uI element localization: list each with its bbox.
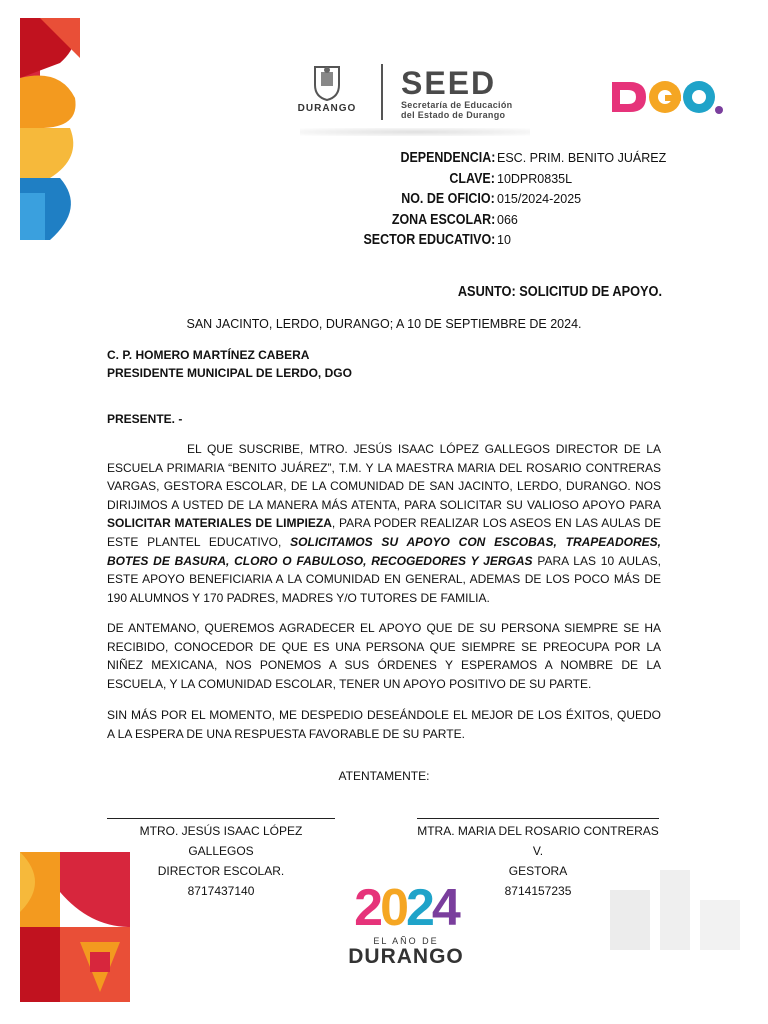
zona-value: 066 — [497, 212, 518, 227]
p1-bold-request: SOLICITAR MATERIALES DE LIMPIEZA — [107, 516, 332, 531]
year-digit-2: 0 — [380, 879, 406, 937]
seed-subtitle-line-1: Secretaría de Educación — [401, 100, 513, 110]
p1-text-c: , PARA PODER REALIZAR LOS ASEOS EN LAS AULAS DE ESTE PLANTEL EDUCATIVO, — [107, 516, 661, 549]
recipient-name: C. P. HOMERO MARTÍNEZ CABERA — [107, 348, 310, 362]
durango-government-logo — [283, 63, 371, 125]
subject-line: ASUNTO: SOLICITUD DE APOYO. — [457, 284, 662, 300]
decorative-shapes-top-left — [20, 18, 88, 240]
p1-text-a: EL QUE SUSCRIBE, MTRO. JESÚS ISAAC LÓPEZ GALLEGOS DIRECTOR DE LA ESCUELA PRIMARIA “BENITO JUÁREZ”, T.M. Y LA MAESTRA MARIA DEL ROSARIO CONTRERAS VARGAS, GESTORA ESCOLAR, DE LA COMUNIDAD DE SAN JACINTO, LERDO, DURANGO. NOS DIRIJIMOS A USTED DE LA MANERA MÁS ATENTA, PARA SOLICITAR SU VALIOSO APOYO PARA — [107, 442, 661, 512]
year-digit-3: 2 — [406, 879, 432, 937]
seed-title: SEED — [401, 65, 497, 101]
dgo-brand-logo — [610, 76, 725, 118]
dependencia-value: ESC. PRIM. BENITO JUÁREZ — [497, 151, 667, 165]
signer-right-name: MTRA. MARIA DEL ROSARIO CONTRERAS V. — [417, 824, 659, 858]
seed-subtitle-line-2: del Estado de Durango — [401, 110, 506, 120]
p1-bold-italic-items: SOLICITAMOS SU APOYO CON ESCOBAS, TRAPEADORES, BOTES DE BASURA, CLORO O FABULOSO, RECOGEDORES Y JERGAS — [107, 534, 661, 568]
sector-label: SECTOR EDUCATIVO: — [363, 232, 495, 248]
info-row-oficio — [340, 191, 670, 212]
year-digits — [326, 879, 486, 937]
recipient-block — [107, 346, 352, 382]
year-digit-4: 4 — [431, 879, 458, 937]
info-row-dependencia — [340, 150, 670, 171]
info-row-clave — [340, 171, 670, 192]
signer-left-phone: 8717437140 — [187, 884, 255, 898]
signer-right-role: GESTORA — [508, 864, 568, 878]
year-logo-line-2: DURANGO — [348, 945, 464, 968]
year-of-durango-logo — [326, 879, 486, 977]
durango-wordmark: DURANGO — [297, 103, 357, 114]
signature-left — [107, 818, 335, 901]
signature-line-right — [417, 818, 659, 819]
year-logo-line-1: EL AÑO DE — [373, 936, 439, 946]
salutation: PRESENTE. - — [107, 412, 183, 426]
info-row-zona — [340, 212, 670, 233]
dependencia-label: DEPENDENCIA: — [400, 150, 495, 166]
oficio-label: NO. DE OFICIO: — [401, 191, 495, 207]
header-shadow — [300, 128, 530, 136]
clave-value: 10DPR0835L — [497, 171, 573, 186]
body-paragraph-3: SIN MÁS POR EL MOMENTO, ME DESPEDIO DESEÁNDOLE EL MEJOR DE LOS ÉXITOS, QUEDO A LA ESPERA DE UNA RESPUESTA FAVORABLE DE SU PARTE. — [107, 708, 661, 741]
body-paragraph-1 — [107, 440, 661, 607]
seed-logo — [401, 66, 512, 120]
signer-left-role: DIRECTOR ESCOLAR. — [157, 864, 285, 878]
recipient-title: PRESIDENTE MUNICIPAL DE LERDO, DGO — [107, 366, 352, 380]
document-info-block — [340, 150, 670, 253]
signer-right-phone: 8714157235 — [504, 884, 572, 898]
place-and-date: SAN JACINTO, LERDO, DURANGO; A 10 DE SEPTIEMBRE DE 2024. — [186, 317, 582, 331]
sector-value: 10 — [497, 233, 511, 247]
closing: ATENTAMENTE: — [338, 769, 430, 783]
signature-line-left — [107, 818, 335, 819]
p1-text-e: PARA LAS 10 AULAS, ESTE APOYO BENEFICIARIA A LA COMUNIDAD EN GENERAL, ADEMAS DE LOS POCO MÁS DE 190 ALUMNOS Y 170 PADRES, MADRES Y/O TUTORES DE FAMILIA. — [107, 553, 661, 605]
year-digit-1: 2 — [354, 879, 381, 937]
info-row-sector — [340, 232, 670, 253]
signer-left-name: MTRO. JESÚS ISAAC LÓPEZ GALLEGOS — [139, 824, 303, 858]
body-paragraph-2: DE ANTEMANO, QUEREMOS AGRADECER EL APOYO QUE DE SU PERSONA SIEMPRE SE HA RECIBIDO, CONOCEDOR DE QUE ES UNA PERSONA QUE SIEMPRE SE PREOCUPA POR LA NIÑEZ MEXICANA, NOS PONEMOS A SUS ÓRDENES Y ESPERAMOS A NOMBRE DE LA ESCUELA, Y LA COMUNIDAD ESCOLAR, TENER UN APOYO POSITIVO DE SU PARTE. — [107, 621, 661, 691]
header-divider — [381, 64, 383, 120]
oficio-value: 015/2024-2025 — [497, 192, 582, 206]
zona-label: ZONA ESCOLAR: — [391, 211, 495, 228]
coat-of-arms-icon — [307, 63, 347, 101]
clave-label: CLAVE: — [449, 170, 495, 187]
